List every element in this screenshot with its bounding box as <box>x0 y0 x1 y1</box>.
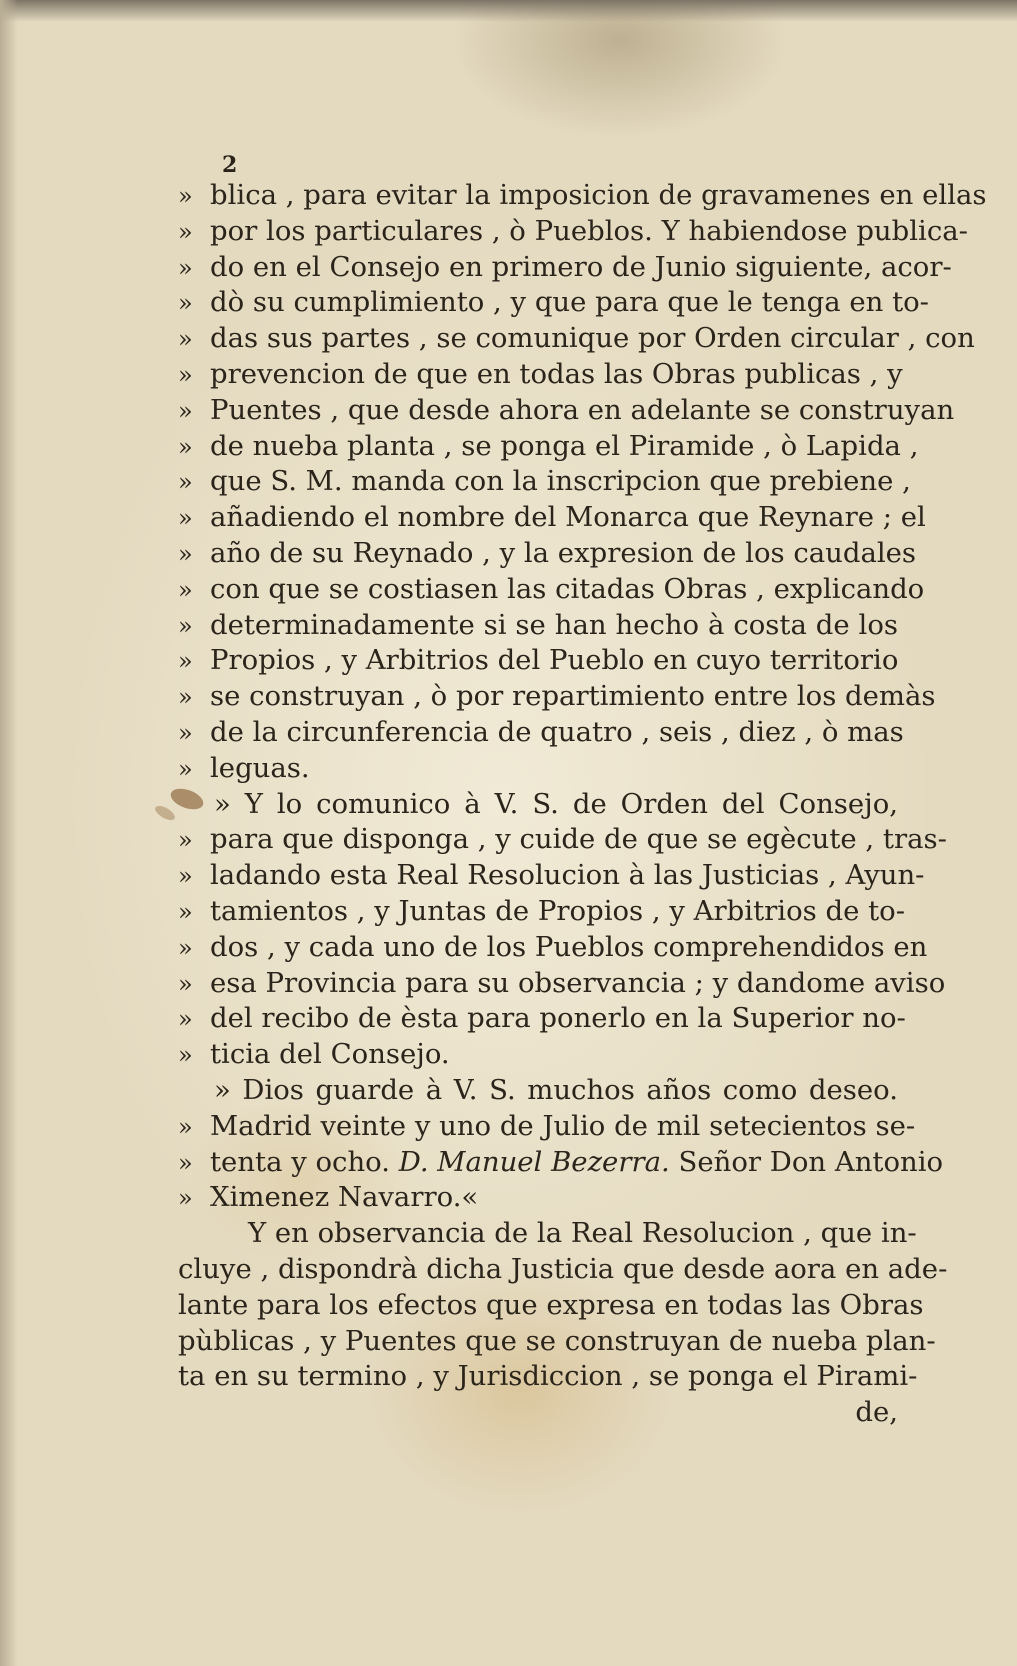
quote-mark: » <box>178 754 193 783</box>
quote-mark: » <box>178 647 193 676</box>
text-line: cluye , dispondrà dicha Justicia que desde aora en ade- <box>178 1252 948 1285</box>
text-line: » dò su cumplimiento , y que para que le tenga en to- <box>178 285 898 321</box>
text-line: » añadiendo el nombre del Monarca que Reynare ; el <box>178 500 898 536</box>
quote-mark: » <box>178 969 193 998</box>
quote-mark: » <box>178 1112 193 1141</box>
quote-mark: » <box>178 1041 193 1070</box>
quote-mark: » <box>178 683 193 712</box>
quote-mark: » <box>178 468 193 497</box>
text-line: » esa Provincia para su observancia ; y dandome aviso <box>178 966 898 1002</box>
text-line: Y en observancia de la Real Resolucion , que in- <box>248 1217 917 1250</box>
quote-mark: » <box>178 897 193 926</box>
text-line: » Puentes , que desde ahora en adelante se construyan <box>178 393 898 429</box>
catchword: de, <box>855 1396 898 1429</box>
page-number: 2 <box>222 152 238 178</box>
text-line: » tenta y ocho. D. Manuel Bezerra. Señor Don Antonio <box>178 1145 898 1181</box>
text-line: » ticia del Consejo. <box>178 1037 898 1073</box>
signature: D. Manuel Bezerra. <box>398 1145 670 1178</box>
quote-mark: » <box>178 217 193 246</box>
text-line: » año de su Reynado , y la expresion de los caudales <box>178 536 898 572</box>
quote-mark: » <box>178 182 193 210</box>
text-line: » do en el Consejo en primero de Junio siguiente, acor- <box>178 250 898 286</box>
quote-mark: » <box>178 253 193 282</box>
text-line: » Madrid veinte y uno de Julio de mil setecientos se- <box>178 1109 898 1145</box>
text-line: » dos , y cada uno de los Pueblos comprehendidos en <box>178 930 898 966</box>
quote-mark: » <box>178 1184 193 1213</box>
text-line: » Dios guarde à V. S. muchos años como deseo. <box>214 1073 898 1106</box>
text-line: » prevencion de que en todas las Obras publicas , y <box>178 357 898 393</box>
text-line: » ladando esta Real Resolucion à las Justicias , Ayun- <box>178 858 898 894</box>
quote-mark: » <box>178 611 193 640</box>
text-line: » de la circunferencia de quatro , seis , diez , ò mas <box>178 715 898 751</box>
text-line: pùblicas , y Puentes que se construyan de nueba plan- <box>178 1324 936 1357</box>
ink-stain <box>153 803 177 823</box>
quote-mark: » <box>178 826 193 855</box>
text-line: » determinadamente si se han hecho à costa de los <box>178 608 898 644</box>
body-text <box>178 178 987 1431</box>
text-line: » Y lo comunico à V. S. de Orden del Consejo, <box>214 787 898 820</box>
quote-mark: » <box>178 504 193 533</box>
text-line: lante para los efectos que expresa en todas las Obras <box>178 1288 924 1321</box>
quote-mark: » <box>178 1148 193 1177</box>
quote-mark: » <box>178 289 193 318</box>
quote-mark: » <box>178 575 193 604</box>
quote-mark: » <box>178 360 193 389</box>
text-line: » que S. M. manda con la inscripcion que prebiene , <box>178 464 898 500</box>
text-line: » tamientos , y Juntas de Propios , y Arbitrios de to- <box>178 894 898 930</box>
page-left-edge <box>0 0 18 1666</box>
text-line: » por los particulares , ò Pueblos. Y habiendose publica- <box>178 214 898 250</box>
text-line: » para que disponga , y cuide de que se egècute , tras- <box>178 822 898 858</box>
text-line: » leguas. <box>178 751 898 787</box>
text-line: » con que se costiasen las citadas Obras , explicando <box>178 572 898 608</box>
quote-mark: » <box>178 325 193 354</box>
text-line: ta en su termino , y Jurisdiccion , se ponga el Pirami- <box>178 1360 918 1393</box>
text-line: » Ximenez Navarro.« <box>178 1180 898 1216</box>
quote-mark: » <box>178 862 193 891</box>
text-line: » blica , para evitar la imposicion de gravamenes en ellas <box>178 178 898 214</box>
quote-mark: » <box>178 396 193 425</box>
text-line: » das sus partes , se comunique por Orden circular , con <box>178 321 898 357</box>
text-line: » de nueba planta , se ponga el Piramide , ò Lapida , <box>178 429 898 465</box>
quote-mark: » <box>178 1005 193 1034</box>
page-top-edge <box>0 0 1017 22</box>
quote-mark: » <box>178 718 193 747</box>
quote-mark: » <box>178 432 193 461</box>
quote-mark: » <box>178 539 193 568</box>
quote-mark: » <box>178 933 193 962</box>
text-line: » Propios , y Arbitrios del Pueblo en cuyo territorio <box>178 643 898 679</box>
text-line: » se construyan , ò por repartimiento entre los demàs <box>178 679 898 715</box>
text-line: » del recibo de èsta para ponerlo en la Superior no- <box>178 1001 898 1037</box>
